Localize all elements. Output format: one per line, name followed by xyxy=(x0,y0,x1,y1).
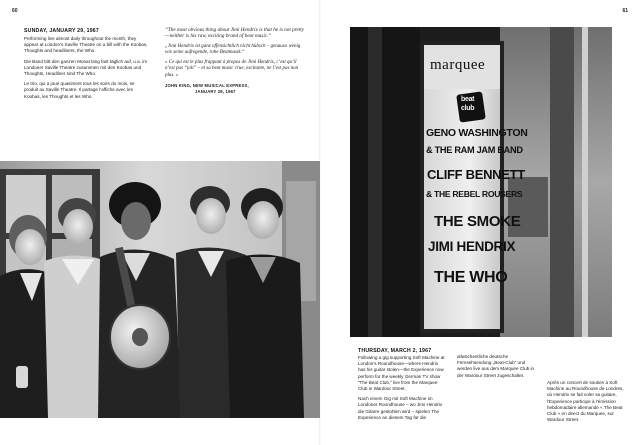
marquee-act-2: & THE RAM JAM BAND xyxy=(426,145,523,155)
entry-heading: SUNDAY, JANUARY 29, 1967 xyxy=(24,28,99,34)
quote-attribution-name: JOHN KING, NEW MUSICAL EXPRESS, xyxy=(165,83,249,89)
page-number-left: 60 xyxy=(12,8,18,14)
entry2-column-3 xyxy=(547,380,627,427)
press-quote xyxy=(165,27,305,98)
quote-text-de: „Jimi Hendrix ist ganz offensichtlich nicht hübsch – genauso wenig wie seine aufregende, rohe Beatmusik.“ xyxy=(165,43,301,55)
marquee-photo xyxy=(350,27,612,337)
entry2-text-de-part1: Nach einem Gig mit Soft Machine im Londoner Roundhouse – wo Jimi Hendrix die Gitarre gestohlen wird – spielen The Experience an diesem Tag für die xyxy=(358,396,443,420)
marquee-act-4: & THE REBEL ROUSERS xyxy=(426,189,523,199)
marquee-act-5: THE SMOKE xyxy=(434,213,521,230)
group-photo-image xyxy=(0,161,320,418)
entry2-text-de-part2: allwöchentliche deutsche Fernsehsendung „Beat-Club“ und werden live aus dem Marquee Club in der Wardour Street zugeschaltet. xyxy=(457,354,535,378)
entry-text-de: Die Band tritt den ganzen Monat lang fast täglich auf, u.a. im Londoner Saville Theatre zusammen mit den Koobas und Thoughts, Headliner sind The Who. xyxy=(24,58,148,77)
marquee-act-7: THE WHO xyxy=(434,269,508,286)
beat-club-badge-top: beat xyxy=(461,96,475,103)
entry-january-29 xyxy=(24,28,148,104)
beat-club-badge-bottom: club xyxy=(461,105,475,112)
entry-text-en: Performing live almost daily throughout the month, they appear at London’s Saville Theatre on a bill with the Koobas, Thoughts and headliners, the Who. xyxy=(24,36,148,54)
group-photo xyxy=(0,161,320,418)
entry2-text-fr: Après un concert de soutien à Soft Machine au Roundhouse de Londres, où Hendrix se fait voler sa guitare, l’Experience participe à l’émission hebdomadaire allemande « The Beat Club » en direct du Marquee, sur Wardour Street. xyxy=(547,380,624,423)
marquee-sign-header: marquee xyxy=(430,57,486,73)
marquee-act-1: GENO WASHINGTON xyxy=(426,127,528,139)
entry-text-fr: Le trio, qui a joué quasiment tous les soirs du mois, se produit au Saville Theatre. Il partage l’affiche avec les Koobas, les Thoughts et les Who. xyxy=(24,81,135,99)
entry2-column-2 xyxy=(457,354,537,383)
page-number-right: 61 xyxy=(622,8,628,14)
marquee-act-3: CLIFF BENNETT xyxy=(427,167,525,182)
entry2-heading: THURSDAY, MARCH 2, 1967 xyxy=(358,348,432,354)
quote-text-fr: « Ce qui est le plus frappant à propos de Jimi Hendrix, c’est qu’il n’est pas “joli” – et sa beat music crue, excitante, ne l’est pas non plus. » xyxy=(165,60,299,78)
entry-march-2 xyxy=(358,348,446,425)
quote-attribution xyxy=(165,83,305,94)
quote-attribution-date: JANUARY 28, 1967 xyxy=(195,88,236,94)
quote-text-en: “The most obvious thing about Jimi Hendrix is that he is not pretty—neither is his raw, exciting brand of beat music.” xyxy=(165,27,304,40)
marquee-act-6: JIMI HENDRIX xyxy=(428,239,516,254)
entry2-text-en: Following a gig supporting Soft Machine at London’s Roundhouse—where Hendrix has his guitar stolen—the Experience now perform for the weekly German TV show “The Beat Club,” live from the Marquee Club in Wardour Street. xyxy=(358,355,445,392)
